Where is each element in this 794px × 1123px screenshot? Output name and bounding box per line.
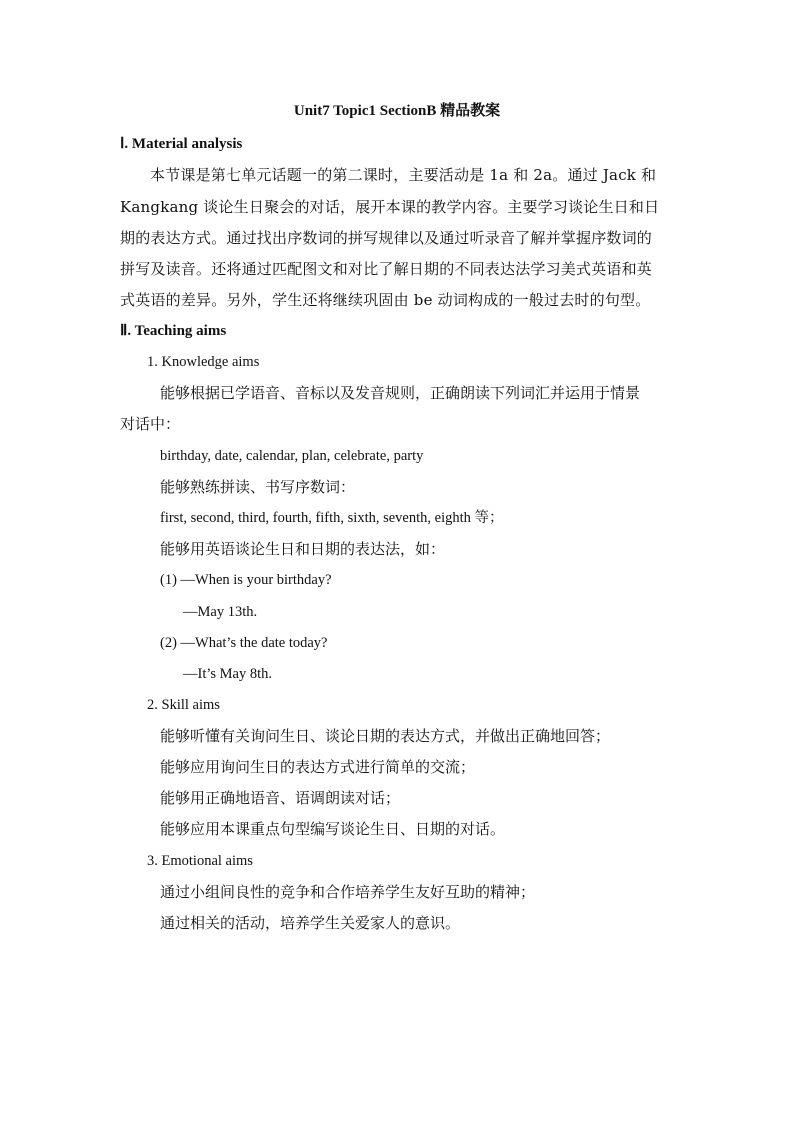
dialog-1-question: (1) —When is your birthday? xyxy=(160,572,332,588)
document-title: Unit7 Topic1 SectionB 精品教案 xyxy=(293,103,501,119)
skill-aim-item: 能够听懂有关询问生日、谈论日期的表达方式，并做出正确地回答； xyxy=(160,727,611,745)
knowledge-intro-line-1: 能够根据已学语音、音标以及发音规则，正确朗读下列词汇并运用于情景 xyxy=(160,384,641,402)
material-analysis-line-2: Kangkang 谈论生日聚会的对话，展开本课的教学内容。主要学习谈论生日和日 xyxy=(120,198,660,216)
skill-aim-item: 能够应用询问生日的表达方式进行简单的交流； xyxy=(160,758,476,776)
knowledge-intro-line-2: 对话中： xyxy=(120,415,181,433)
knowledge-aims-label: 1. Knowledge aims xyxy=(147,354,260,370)
material-analysis-line-3: 期的表达方式。通过找出序数词的拼写规律以及通过听录音了解并掌握序数词的 xyxy=(120,229,653,247)
section-heading-material-analysis: Ⅰ. Material analysis xyxy=(120,136,243,152)
material-analysis-line-4: 拼写及读音。还将通过匹配图文和对比了解日期的不同表达法学习美式英语和英 xyxy=(120,260,653,278)
emotional-aim-item: 通过相关的活动，培养学生关爱家人的意识。 xyxy=(160,914,461,932)
dialog-2-answer: —It’s May 8th. xyxy=(183,666,273,682)
ordinal-word-list: first, second, third, fourth, fifth, sixth, seventh, eighth 等； xyxy=(160,510,504,526)
emotional-aim-item: 通过小组间良性的竞争和合作培养学生友好互助的精神； xyxy=(160,883,536,901)
dialog-2-question: (2) —What’s the date today? xyxy=(160,635,328,651)
vocabulary-list: birthday, date, calendar, plan, celebrate, party xyxy=(160,448,424,464)
expression-intro: 能够用英语谈论生日和日期的表达法，如： xyxy=(160,540,446,558)
skill-aim-item: 能够用正确地语音、语调朗读对话； xyxy=(160,789,401,807)
skill-aim-item: 能够应用本课重点句型编写谈论生日、日期的对话。 xyxy=(160,820,506,838)
material-analysis-line-5: 式英语的差异。另外，学生还将继续巩固由 be 动词构成的一般过去时的句型。 xyxy=(120,291,651,309)
skill-aims-label: 2. Skill aims xyxy=(147,697,220,713)
ordinal-intro: 能够熟练拼读、书写序数词： xyxy=(160,478,356,496)
section-heading-teaching-aims: Ⅱ. Teaching aims xyxy=(120,323,227,339)
emotional-aims-label: 3. Emotional aims xyxy=(147,853,253,869)
dialog-1-answer: —May 13th. xyxy=(183,604,258,620)
material-analysis-line-1: 本节课是第七单元话题一的第二课时，主要活动是 1a 和 2a。通过 Jack 和 xyxy=(150,166,657,184)
